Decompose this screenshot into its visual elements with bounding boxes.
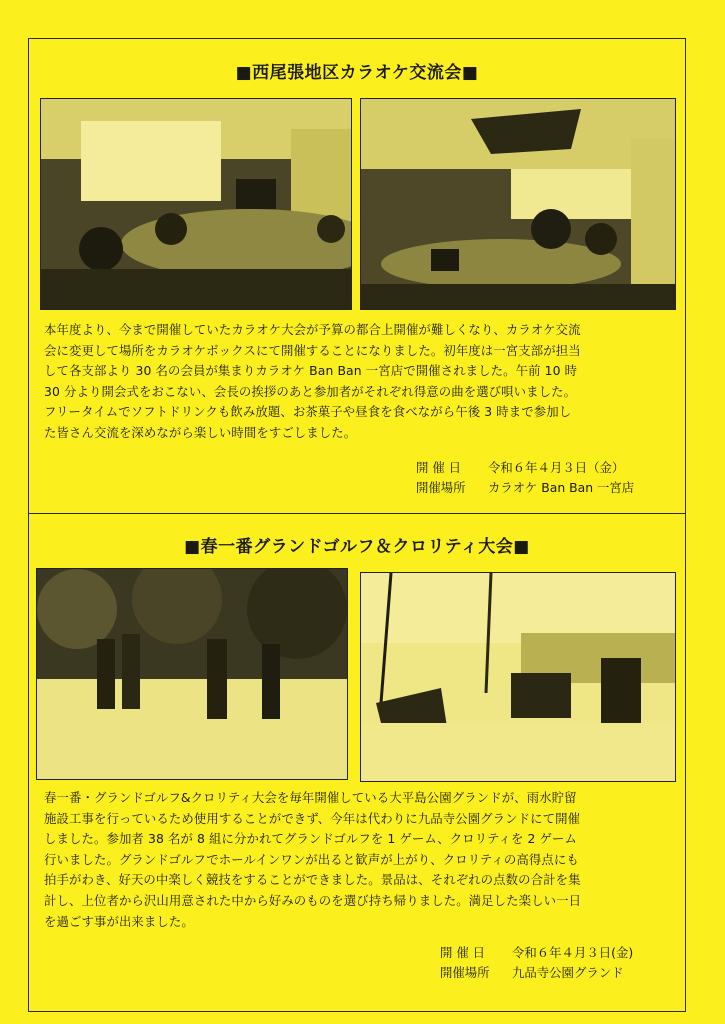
section2-info [440, 943, 633, 983]
karaoke-room-photo-icon [361, 99, 675, 309]
karaoke-photo-left [40, 98, 352, 310]
date-label: 開 催 日 [416, 460, 462, 475]
date-label: 開 催 日 [440, 945, 486, 960]
date-value: 令和６年４月３日(金) [512, 945, 634, 960]
kurority-photo-right [360, 572, 676, 782]
section2-title: ■春一番グランドゴルフ＆クロリティ大会■ [184, 537, 530, 557]
section2-body: 春一番・グランドゴルフ&クロリティ大会を毎年開催している大平島公園グランドが、雨水貯留 施設工事を行っているため使用することができず、今年は代わりに九品寺公園グランドにて開催 しました。参加者 38 名が 8 組に分かれてグランドゴルフを 1 ゲーム、クロリティを 2 ゲーム 行いました。グランドゴルフでホールインワンが出ると歓声が上がり、クロリティの高得点にも 拍手がわき、好天の中楽しく競技をすることができました。景品は、それぞれの点数の合計を集 計し、上位者から沢山用意された中から好みのものを選び持ち帰りました。満足した楽しい一日 を過ごす事が出来ました。 [44, 790, 582, 929]
section1-body: 本年度より、今まで開催していたカラオケ大会が予算の都合上開催が難しくなり、カラオケ交流 会に変更して場所をカラオケボックスにて開催することになりました。初年度は一宮支部が担当 して各支部より 30 名の会員が集まりカラオケ Ban Ban 一宮店で開催されました。午前 10 時 30 分より開会式をおこない、会長の挨拶のあと参加者がそれぞれ得意の曲を選び唄いました。 フリータイムでソフトドリンクも飲み放題、お茶菓子や昼食を食べながら午後 3 時まで参加し た皆さん交流を深めながら楽しい時間をすごしました。 [44, 322, 581, 440]
place-value: カラオケ Ban Ban 一宮店 [488, 480, 635, 495]
golf-photo-left [36, 568, 348, 780]
section1-info [416, 458, 634, 498]
place-value: 九品寺公園グランド [512, 965, 624, 980]
section-divider [28, 513, 686, 514]
ground-golf-photo-icon [37, 569, 347, 779]
place-label: 開催場所 [440, 965, 490, 980]
kurority-photo-icon [361, 573, 675, 781]
karaoke-photo-right [360, 98, 676, 310]
karaoke-room-photo-icon [41, 99, 351, 309]
date-value: 令和６年４月３日（金） [488, 460, 625, 475]
place-label: 開催場所 [416, 480, 466, 495]
section1-title: ■西尾張地区カラオケ交流会■ [235, 63, 479, 83]
